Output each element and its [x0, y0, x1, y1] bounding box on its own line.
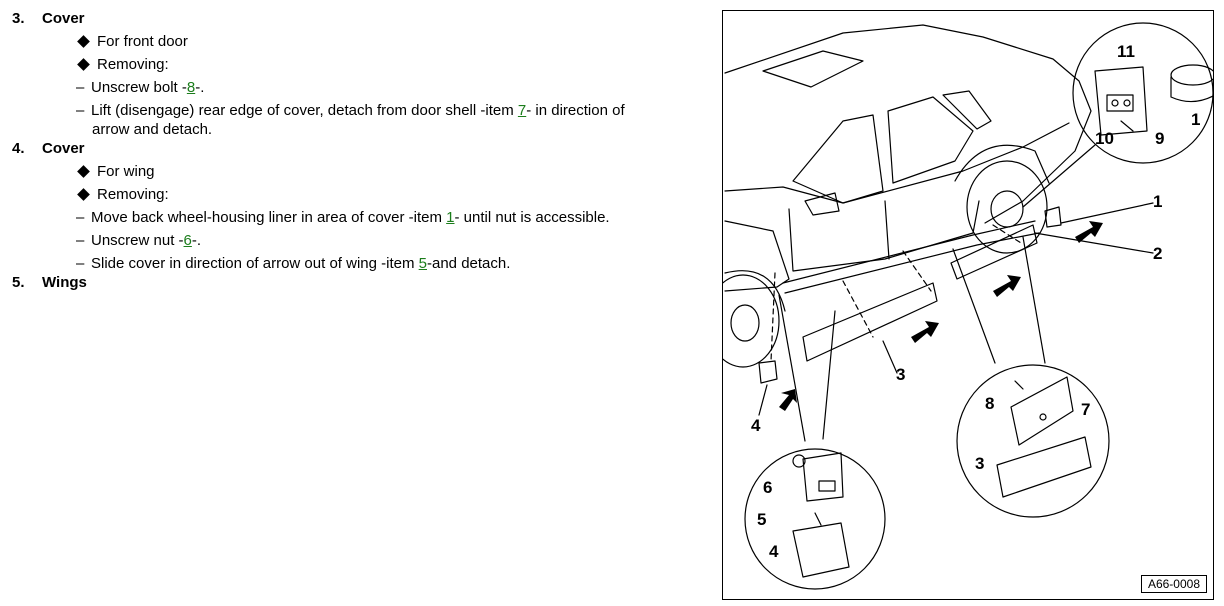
callout-label: 6	[763, 478, 773, 497]
diamond-bullet-icon	[77, 35, 90, 48]
callout-label: 8	[985, 394, 995, 413]
step-item: – Unscrew bolt -8-.	[76, 79, 205, 96]
car-hood	[725, 221, 789, 291]
car-roof-outline	[725, 25, 1091, 223]
callout-label: 3	[975, 454, 985, 473]
callout-label: 5	[757, 510, 767, 529]
step-item: – Slide cover in direction of arrow out of wing -item 5-and detach.	[76, 255, 511, 272]
figure-id-label: A66-0008	[1141, 575, 1207, 593]
car-window-quarter	[943, 91, 991, 129]
rear-cover-1	[1045, 207, 1061, 227]
car-diagram	[723, 11, 1213, 599]
bullet-item: Removing:	[76, 56, 169, 74]
item-link[interactable]: 8	[186, 79, 196, 96]
rear-wheel-arch	[955, 145, 1049, 183]
step-continuation: arrow and detach.	[92, 121, 213, 138]
diamond-bullet-icon	[77, 165, 90, 178]
detail-circle-top	[1073, 23, 1213, 163]
callout-label: 1	[1191, 110, 1201, 129]
callout-label: 4	[769, 542, 779, 561]
rear-wheel-hub	[991, 191, 1023, 227]
step-item: – Lift (disengage) rear edge of cover, detach from door shell -item 7- in direction of	[76, 102, 625, 119]
callout-label: 2	[1153, 244, 1163, 263]
car-window-front	[793, 115, 883, 203]
callout-label: 9	[1155, 129, 1165, 148]
section-number: 5.	[12, 274, 25, 291]
car-sill-line-2	[785, 233, 1039, 293]
car-door-line-2	[885, 201, 889, 259]
callout-label: 1	[1153, 192, 1163, 211]
callout-label: 3	[896, 365, 906, 384]
arrow-icon	[779, 389, 797, 411]
car-sunroof	[763, 51, 863, 87]
diamond-bullet-icon	[77, 58, 90, 71]
sill-cover-3	[803, 283, 937, 361]
bullet-item: Removing:	[76, 186, 169, 204]
item-link[interactable]: 1	[446, 209, 455, 226]
section-number: 4.	[12, 140, 25, 157]
section-title: Cover	[42, 140, 85, 157]
item-link[interactable]: 7	[517, 102, 527, 119]
bullet-item: For front door	[76, 33, 188, 51]
step-item: – Move back wheel-housing liner in area of cover -item 1- until nut is accessible.	[76, 209, 610, 226]
callout-label: 4	[751, 416, 761, 435]
arrow-icon	[911, 321, 939, 343]
arrow-icon	[993, 275, 1021, 297]
diamond-bullet-icon	[77, 188, 90, 201]
exploded-view-figure	[722, 10, 1214, 600]
item-link[interactable]: 5	[418, 255, 427, 272]
callout-label: 7	[1081, 400, 1091, 419]
section-title: Cover	[42, 10, 85, 27]
bullet-item: For wing	[76, 163, 155, 181]
front-wheel-hub	[731, 305, 759, 341]
step-item: – Unscrew nut -6-.	[76, 232, 202, 249]
callout-label: 10	[1095, 129, 1114, 148]
front-cover-4	[759, 361, 777, 383]
section-title: Wings	[42, 274, 87, 291]
car-window-rear	[888, 97, 973, 183]
car-door-line	[789, 201, 979, 271]
sill-cover-2	[951, 225, 1037, 279]
callout-label: 11	[1117, 42, 1135, 61]
section-number: 3.	[12, 10, 25, 27]
car-mirror	[805, 193, 839, 215]
arrow-icon	[1075, 221, 1103, 243]
item-link[interactable]: 6	[183, 232, 192, 249]
